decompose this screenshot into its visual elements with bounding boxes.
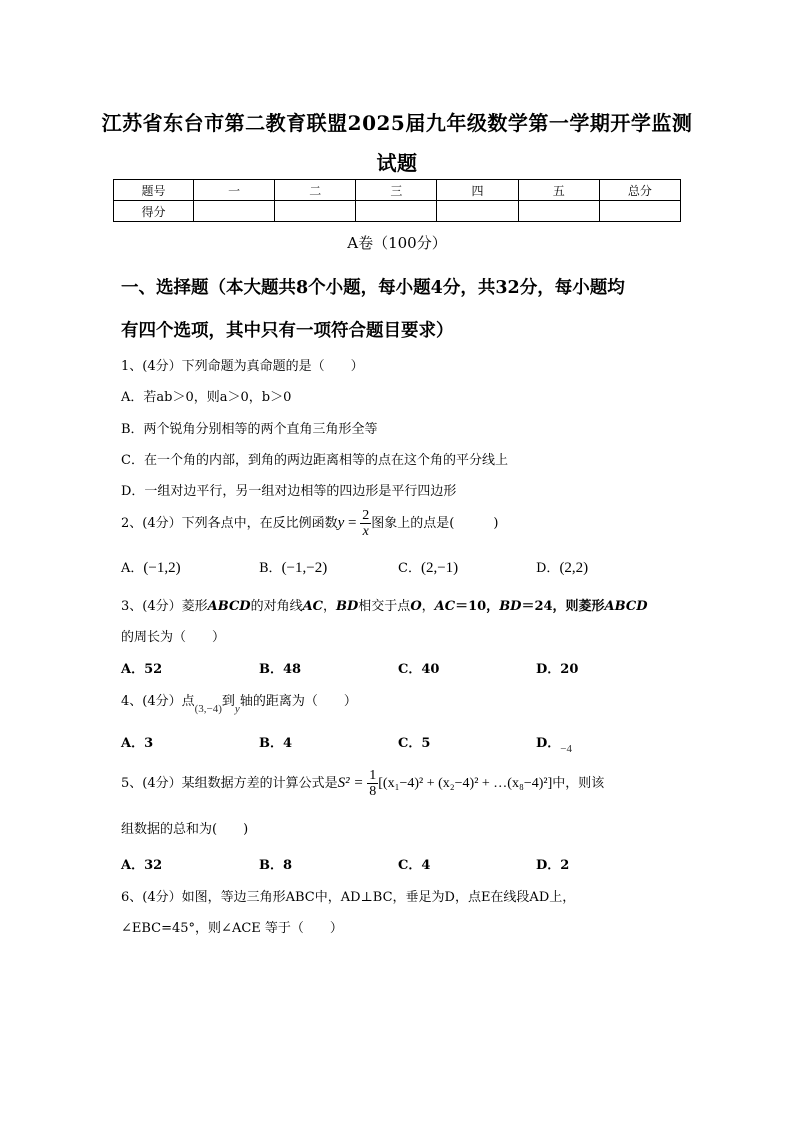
q3-text: ， bbox=[323, 599, 337, 614]
q3-option-c: C．40 bbox=[398, 662, 440, 677]
q1-option-d: D．一组对边平行，另一组对边相等的四边形是平行四边形 bbox=[121, 484, 457, 499]
q4-text: 轴的距离为（ ） bbox=[239, 694, 357, 709]
q2-frac-num: 2 bbox=[362, 508, 370, 523]
q4-point: (3,−4) bbox=[194, 703, 222, 715]
q4-option-a: A．3 bbox=[121, 736, 154, 751]
score-cell bbox=[599, 201, 680, 222]
q3-text: ， bbox=[421, 599, 435, 614]
score-cell bbox=[518, 201, 599, 222]
document-title-line1: 江苏省东台市第二教育联盟2025届九年级数学第一学期开学监测 bbox=[101, 111, 693, 135]
score-cell bbox=[437, 201, 518, 222]
q1-option-c: C．在一个角的内部，到角的两边距离相等的点在这个角的平分线上 bbox=[121, 453, 508, 468]
q5-formula-rhs: [(x₁−4)² + (x₂−4)² + …(x₈−4)²] bbox=[378, 776, 553, 791]
q5-option-c: C．4 bbox=[398, 858, 431, 873]
q5-option-b: B．8 bbox=[259, 858, 293, 873]
q6-stem-line2: ∠EBC=45°，则∠ACE 等于（ ） bbox=[121, 921, 343, 936]
q2-option-c-label: C． bbox=[398, 561, 421, 576]
q5-stem-line1 bbox=[121, 768, 604, 799]
q2-option-a-value: (−1,2) bbox=[143, 560, 181, 576]
q2-option-c bbox=[398, 557, 458, 577]
q2-option-a-label: A． bbox=[121, 561, 144, 576]
q2-stem-after: 图象上的点是( ) bbox=[371, 516, 499, 531]
q2-option-b-label: B． bbox=[259, 561, 282, 576]
q2-option-c-value: (2,−1) bbox=[420, 560, 459, 576]
q5-text: 中，则该 bbox=[552, 776, 605, 791]
q3-abcd: ABCD bbox=[604, 599, 648, 614]
score-header-cell: 一 bbox=[194, 180, 275, 201]
score-row-label: 得分 bbox=[114, 201, 194, 222]
q5-option-a: A．32 bbox=[121, 858, 163, 873]
q4-option-d-label: D． bbox=[536, 736, 561, 751]
score-header-cell: 五 bbox=[518, 180, 599, 201]
q3-text: ＝24，则菱形 bbox=[521, 599, 605, 614]
q5-frac-den: 8 bbox=[369, 784, 377, 799]
score-cell bbox=[275, 201, 356, 222]
score-header-cell: 四 bbox=[437, 180, 518, 201]
q3-text: ＝10， bbox=[455, 599, 500, 614]
score-table-score-row bbox=[114, 201, 681, 222]
q2-stem bbox=[121, 508, 498, 539]
q2-func-y: y bbox=[337, 515, 345, 531]
q5-stem-line2: 组数据的总和为( ) bbox=[121, 822, 249, 837]
score-table bbox=[113, 179, 681, 222]
q2-option-d-label: D． bbox=[536, 561, 560, 576]
q3-text: 的对角线 bbox=[250, 599, 303, 614]
q6-stem-line1: 6、(4分）如图，等边三角形ABC中，AD⊥BC，垂足为D，点E在线段AD上， bbox=[121, 890, 576, 905]
q3-bd: BD bbox=[336, 599, 359, 614]
score-cell bbox=[194, 201, 275, 222]
q2-func-eq: = bbox=[344, 515, 361, 531]
q4-option-d-value: −4 bbox=[560, 743, 572, 755]
q4-text: 4、(4分）点 bbox=[121, 694, 195, 709]
q3-text: 相交于点 bbox=[358, 599, 411, 614]
score-header-cell: 总分 bbox=[599, 180, 680, 201]
q3-o: O bbox=[410, 599, 422, 614]
q3-bd: BD bbox=[499, 599, 522, 614]
q3-stem-line2: 的周长为（ ） bbox=[121, 630, 226, 645]
q2-fraction bbox=[360, 508, 371, 539]
q5-formula-lhs: S² = bbox=[337, 775, 368, 791]
q3-option-b: B．48 bbox=[259, 662, 302, 677]
q4-option-b: B．4 bbox=[259, 736, 293, 751]
q2-option-d-value: (2,2) bbox=[559, 560, 589, 576]
score-header-cell: 二 bbox=[275, 180, 356, 201]
q3-abcd: ABCD bbox=[207, 599, 251, 614]
score-cell bbox=[356, 201, 437, 222]
q3-option-d: D．20 bbox=[536, 662, 579, 677]
document-title-line2: 试题 bbox=[376, 151, 418, 175]
q2-stem-before: 2、(4分）下列各点中，在反比例函数 bbox=[121, 516, 338, 531]
q1-stem: 1、(4分）下列命题为真命题的是（ ） bbox=[121, 359, 364, 374]
section-a-heading: A卷（100分） bbox=[347, 234, 447, 252]
q2-option-a bbox=[121, 557, 181, 577]
score-header-cell: 题号 bbox=[114, 180, 194, 201]
section1-heading-line1: 一、选择题（本大题共8个小题，每小题4分，共32分，每小题均 bbox=[121, 278, 625, 298]
score-header-cell: 三 bbox=[356, 180, 437, 201]
q5-frac-num: 1 bbox=[369, 768, 377, 783]
q2-option-b bbox=[259, 557, 327, 577]
q4-text: 到 bbox=[221, 694, 235, 709]
q1-option-a: A．若ab＞0，则a＞0，b＞0 bbox=[121, 390, 292, 405]
q4-stem bbox=[121, 690, 357, 715]
section1-heading-line2: 有四个选项，其中只有一项符合题目要求） bbox=[121, 321, 454, 341]
score-table-header-row bbox=[114, 180, 681, 201]
q3-ac: AC bbox=[434, 599, 456, 614]
q3-option-a: A．52 bbox=[121, 662, 163, 677]
q2-option-d bbox=[536, 557, 588, 577]
q5-text: 5、(4分）某组数据方差的计算公式是 bbox=[121, 776, 338, 791]
q4-option-c: C．5 bbox=[398, 736, 431, 751]
q3-text: 3、(4分）菱形 bbox=[121, 599, 208, 614]
q4-option-d bbox=[536, 732, 572, 755]
q5-option-d: D．2 bbox=[536, 858, 570, 873]
q3-stem-line1 bbox=[121, 595, 647, 614]
q5-fraction bbox=[367, 768, 378, 799]
q4-y: y bbox=[234, 703, 240, 715]
q1-option-b: B．两个锐角分别相等的两个直角三角形全等 bbox=[121, 422, 378, 437]
q2-frac-den: x bbox=[362, 524, 369, 539]
q2-option-b-value: (−1,−2) bbox=[281, 560, 328, 576]
q3-ac: AC bbox=[302, 599, 324, 614]
